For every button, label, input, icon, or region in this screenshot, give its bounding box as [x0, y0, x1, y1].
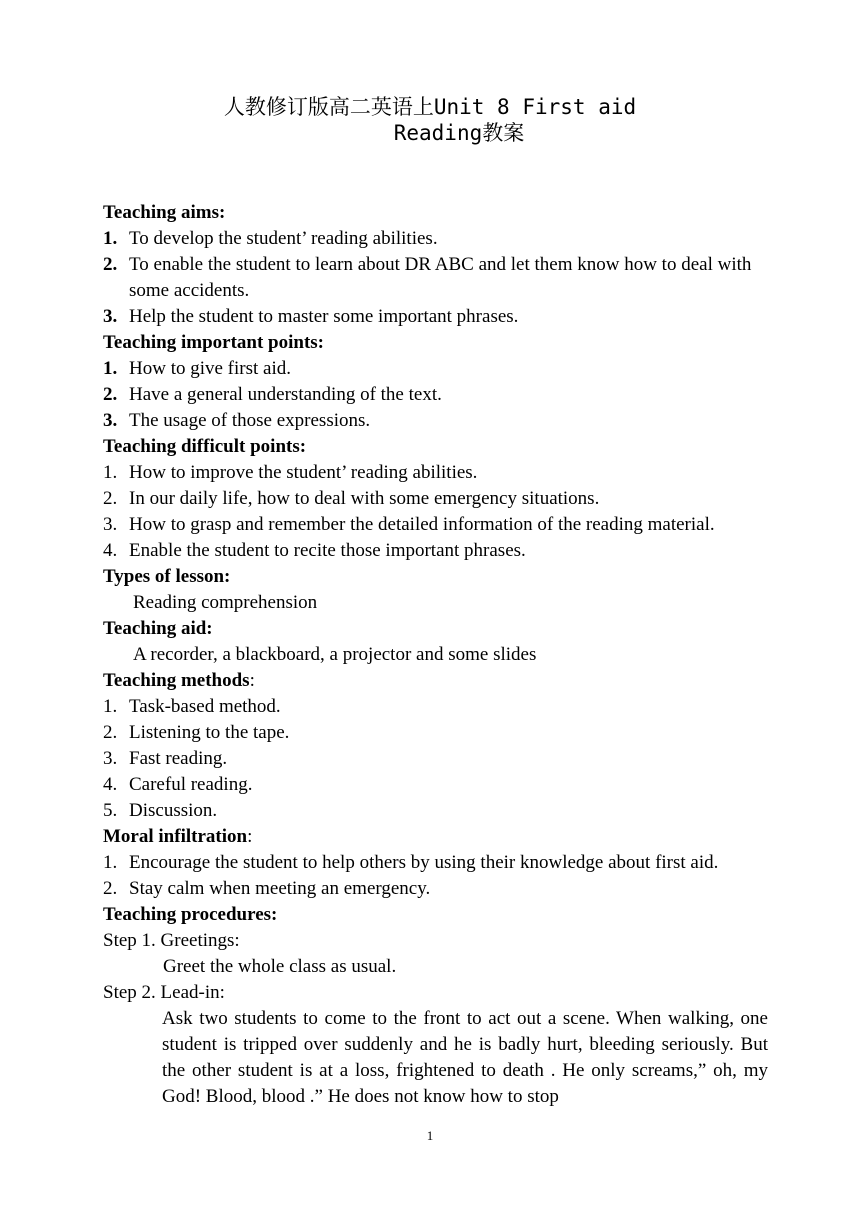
list-number: 3. [103, 410, 118, 431]
list-item [103, 252, 768, 304]
list-item [103, 460, 768, 486]
list-text: How to improve the student’ reading abilities. [129, 462, 478, 483]
section-heading-procedures: Teaching procedures: [103, 904, 278, 925]
list-text: Discussion. [129, 800, 218, 821]
teaching-aid-text: A recorder, a blackboard, a projector and some slides [133, 644, 537, 665]
list-number: 1. [103, 228, 118, 249]
list-text: Fast reading. [129, 748, 228, 769]
list-item [103, 486, 768, 512]
list-item [103, 226, 768, 252]
list-item [103, 382, 768, 408]
list-number: 3. [103, 748, 118, 769]
list-item [103, 356, 768, 382]
section-heading-moral-line [103, 824, 768, 850]
list-text: In our daily life, how to deal with some emergency situations. [129, 488, 600, 509]
lesson-type-text: Reading comprehension [133, 592, 318, 613]
document-title: 人教修订版高二英语上Unit 8 First aid [223, 95, 637, 119]
list-item [103, 720, 768, 746]
step1-label: Step 1. Greetings: [103, 930, 240, 951]
list-text: To enable the student to learn about DR ABC and let them know how to deal with some accidents. [129, 254, 752, 301]
list-text: The usage of those expressions. [129, 410, 371, 431]
document-subtitle: Reading教案 [393, 121, 525, 145]
section-heading-difficult-points: Teaching difficult points: [103, 436, 307, 457]
list-item [103, 746, 768, 772]
section-heading-lesson-type: Types of lesson: [103, 566, 231, 587]
section-heading-important-points: Teaching important points: [103, 332, 324, 353]
list-text: Encourage the student to help others by using their knowledge about first aid. [129, 852, 719, 873]
list-text: Stay calm when meeting an emergency. [129, 878, 431, 899]
list-number: 1. [103, 696, 118, 717]
step1-text: Greet the whole class as usual. [163, 956, 397, 977]
list-item [103, 408, 768, 434]
list-number: 4. [103, 540, 118, 561]
list-item [103, 512, 768, 538]
list-number: 3. [103, 306, 118, 327]
list-item [103, 694, 768, 720]
list-item [103, 798, 768, 824]
list-item [103, 538, 768, 564]
list-text: Help the student to master some important phrases. [129, 306, 519, 327]
list-number: 1. [103, 852, 118, 873]
section-heading-methods-line [103, 668, 768, 694]
list-text: How to grasp and remember the detailed information of the reading material. [129, 514, 715, 535]
list-number: 1. [103, 462, 118, 483]
list-number: 2. [103, 878, 118, 899]
list-text: Enable the student to recite those important phrases. [129, 540, 526, 561]
list-item [103, 304, 768, 330]
list-text: Careful reading. [129, 774, 253, 795]
step2-paragraph: Ask two students to come to the front to act out a scene. When walking, one student is tripped over suddenly and he is badly hurt, bleeding seriously. But the other student is at a loss, frightened to death . He only screams,” oh, my God! Blood, blood .” He does not know how to stop [162, 1008, 768, 1107]
list-number: 3. [103, 514, 118, 535]
page-number: 1 [426, 1128, 434, 1143]
step2-label: Step 2. Lead-in: [103, 982, 225, 1003]
list-number: 2. [103, 488, 118, 509]
list-number: 4. [103, 774, 118, 795]
list-text: Task-based method. [129, 696, 281, 717]
list-item [103, 772, 768, 798]
section-heading-methods: Teaching methods [103, 670, 250, 691]
list-number: 1. [103, 358, 118, 379]
list-text: Have a general understanding of the text. [129, 384, 442, 405]
list-number: 2. [103, 722, 118, 743]
list-item [103, 850, 768, 876]
section-heading-teaching-aid: Teaching aid: [103, 618, 213, 639]
section-heading-aims: Teaching aims: [103, 202, 226, 223]
section-heading-moral: Moral infiltration [103, 826, 248, 847]
heading-colon: : [249, 670, 255, 691]
list-number: 5. [103, 800, 118, 821]
document-body [103, 200, 768, 1110]
list-number: 2. [103, 254, 118, 275]
list-text: To develop the student’ reading abilities. [129, 228, 438, 249]
list-text: Listening to the tape. [129, 722, 290, 743]
list-item [103, 876, 768, 902]
list-text: How to give first aid. [129, 358, 292, 379]
heading-colon: : [247, 826, 253, 847]
list-number: 2. [103, 384, 118, 405]
